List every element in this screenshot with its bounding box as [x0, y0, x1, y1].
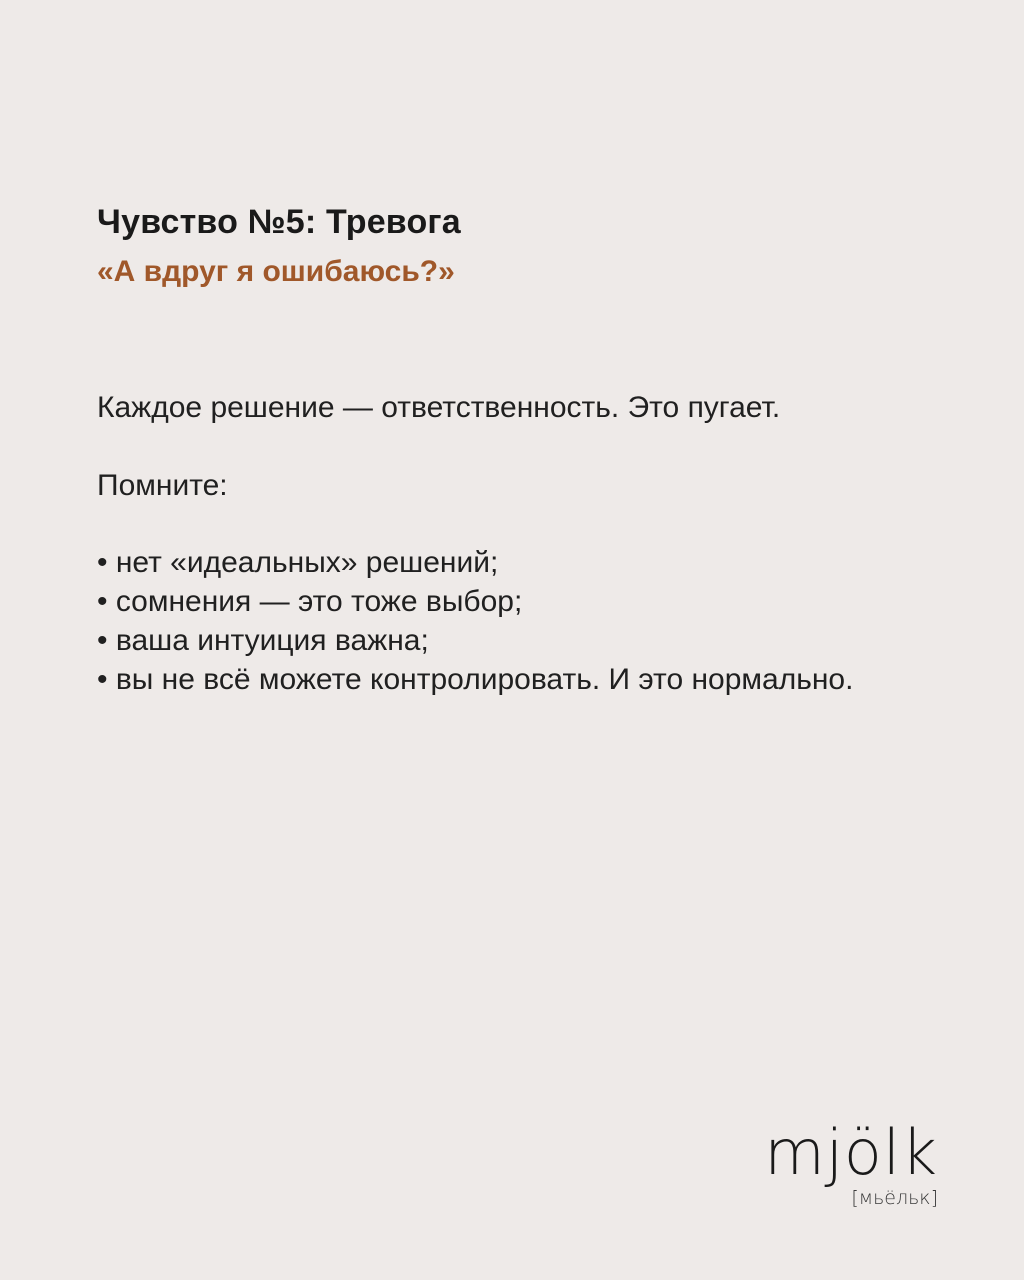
advice-list [97, 543, 927, 699]
brand-logo [752, 1118, 952, 1218]
list-item: • ваша интуиция важна; [97, 624, 429, 657]
remember-label: Помните: [97, 469, 228, 502]
logo-wordmark: mjölk [764, 1116, 938, 1189]
slide-title: Чувство №5: Тревога [97, 203, 461, 241]
list-item: • сомнения — это тоже выбор; [97, 585, 523, 618]
list-item: • вы не всё можете контролировать. И это нормально. [97, 663, 854, 696]
logo-transcription: [мьёльк] [851, 1187, 938, 1209]
slide-subtitle: «А вдруг я ошибаюсь?» [97, 255, 455, 288]
list-item: • нет «идеальных» решений; [97, 546, 499, 579]
intro-paragraph: Каждое решение — ответственность. Это пугает. [97, 391, 781, 424]
